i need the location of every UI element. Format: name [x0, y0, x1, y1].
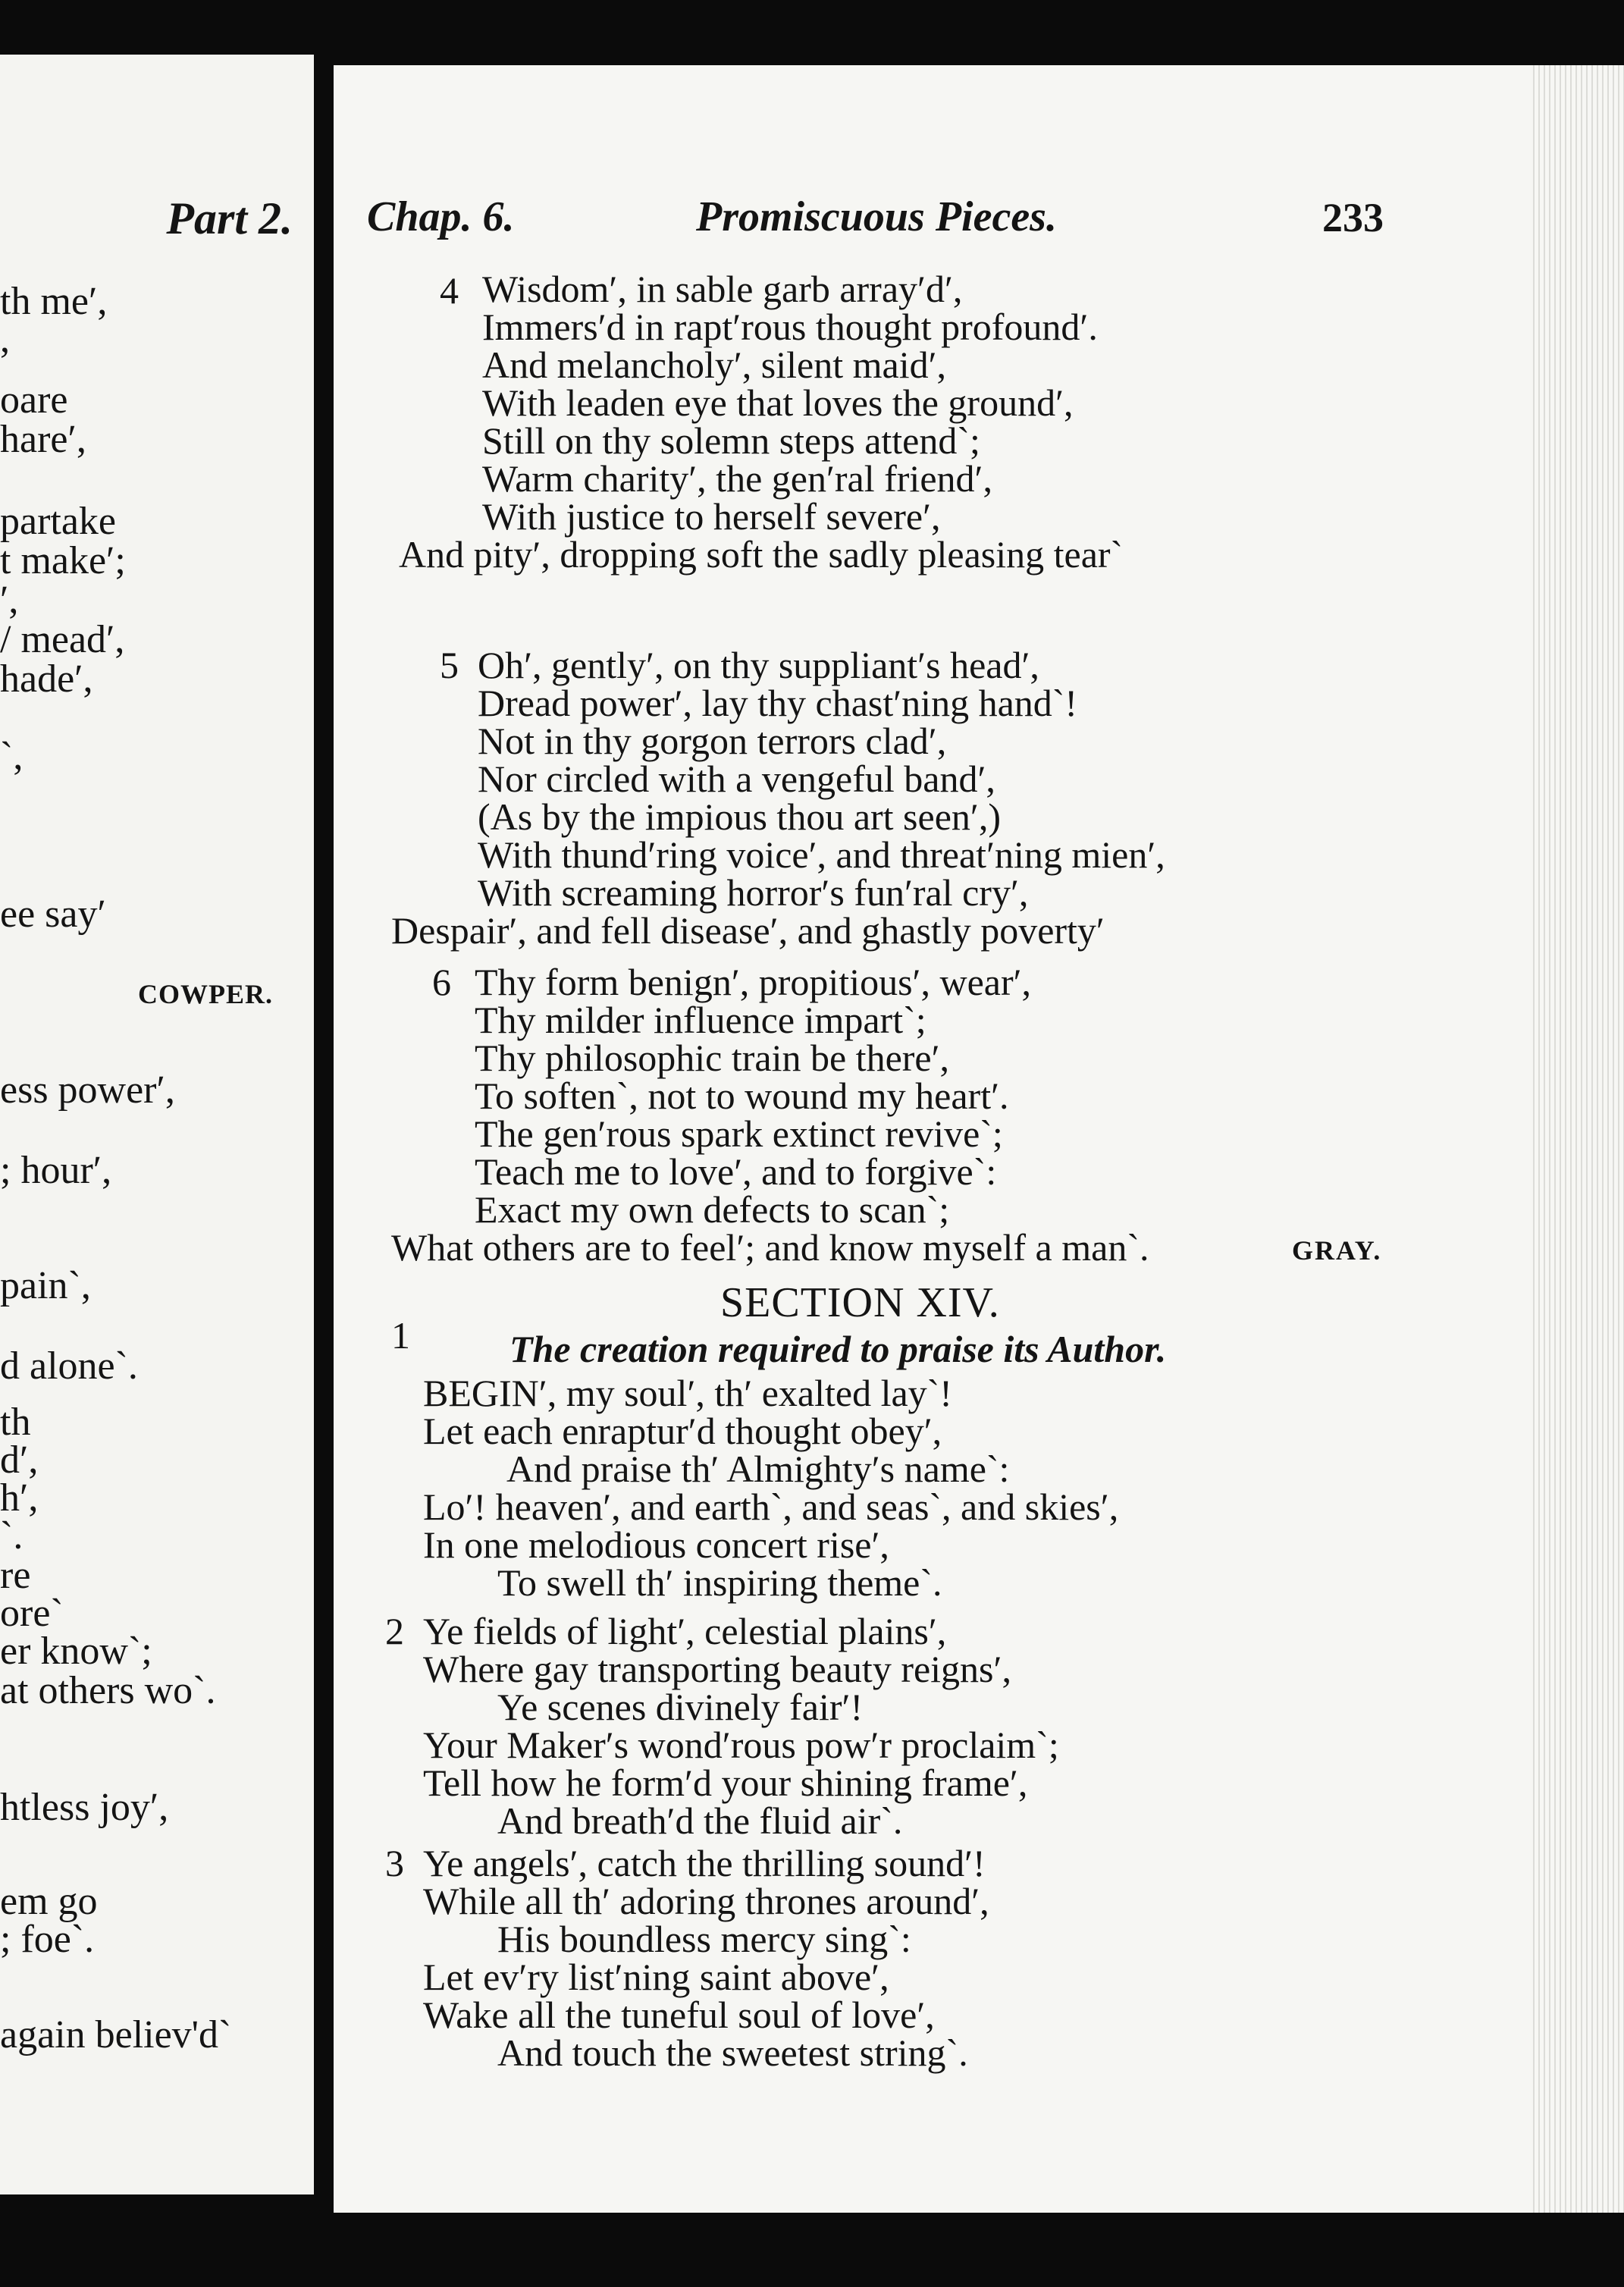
poem-line: And pity′, dropping soft the sadly pleasing tear` [399, 533, 1124, 576]
left-fragment: hare′, [0, 418, 86, 461]
left-fragment: at others wo`. [0, 1669, 216, 1712]
left-page-attribution: COWPER. [138, 979, 273, 1009]
poem-line: Ye angels′, catch the thrilling sound′! [423, 1842, 986, 1884]
running-title: Promiscuous Pieces. [696, 193, 1057, 240]
poem-line: With justice to herself severe′, [482, 495, 941, 538]
left-fragment: ess power′, [0, 1068, 175, 1112]
poem-line: What others are to feel′; and know myself a man`. [391, 1226, 1149, 1269]
poem-line: While all th′ adoring thrones around′, [423, 1880, 989, 1922]
poem-line: To swell th′ inspiring theme`. [497, 1561, 942, 1604]
poem-line: Lo′! heaven′, and earth`, and seas`, and skies′, [423, 1485, 1119, 1528]
poem-line: Still on thy solemn steps attend`; [482, 419, 980, 462]
poem-line: And breath′d the fluid air`. [497, 1799, 903, 1842]
poem-line: Where gay transporting beauty reigns′, [423, 1648, 1011, 1690]
poem-line: Your Maker′s wond′rous pow′r proclaim`; [423, 1724, 1059, 1766]
stanza-number: 3 [385, 1842, 404, 1884]
poem-line: Wake all the tuneful soul of love′, [423, 1994, 935, 2036]
left-fragment: ′, [0, 579, 19, 622]
left-fragment: t make′; [0, 539, 126, 582]
left-fragment: ; foe`. [0, 1918, 95, 1961]
stanza-number: 6 [432, 961, 451, 1003]
left-fragment: ; hour′, [0, 1149, 112, 1192]
left-fragment: ee say′ [0, 893, 106, 936]
right-page [334, 65, 1624, 2213]
left-fragment: / mead′, [0, 618, 125, 661]
stanza-number: 5 [440, 644, 459, 686]
poem-line: Despair′, and fell disease′, and ghastly poverty′ [391, 909, 1105, 952]
poem-line: BEGIN′, my soul′, th′ exalted lay`! [423, 1372, 952, 1414]
poem-line: In one melodious concert rise′, [423, 1523, 889, 1566]
stanza-number: 1 [391, 1314, 410, 1357]
section-heading: SECTION XIV. [720, 1279, 1000, 1326]
left-fragment: th [0, 1401, 31, 1444]
left-page-header: Part 2. [166, 193, 293, 243]
left-fragment: `. [0, 1514, 24, 1558]
left-fragment: partake [0, 500, 117, 543]
page-edges [1533, 65, 1624, 2213]
poem-line: Let ev′ry list′ning saint above′, [423, 1956, 889, 1998]
poem-line: Tell how he form′d your shining frame′, [423, 1762, 1028, 1804]
poem-line: Exact my own defects to scan`; [475, 1188, 950, 1231]
poem-line: Let each enraptur′d thought obey′, [423, 1410, 942, 1452]
left-fragment: d′, [0, 1438, 39, 1482]
left-page [0, 55, 314, 2194]
running-head [334, 65, 1624, 240]
left-fragment: oare [0, 378, 68, 422]
poem-line: Nor circled with a vengeful band′, [478, 758, 995, 800]
left-fragment: d alone`. [0, 1344, 138, 1388]
section-subtitle: The creation required to praise its Author. [509, 1328, 1167, 1370]
poem-line: Thy milder influence impart`; [475, 999, 926, 1041]
poem-line: And touch the sweetest string`. [497, 2031, 968, 2074]
left-fragment: em go [0, 1880, 98, 1923]
left-fragment: `, [0, 735, 24, 778]
left-fragment: again believ'd` [0, 2013, 232, 2056]
poem-line: The gen′rous spark extinct revive`; [475, 1112, 1003, 1155]
poem-line: Wisdom′, in sable garb array′d′, [482, 268, 963, 310]
poem-line: Thy philosophic train be there′, [475, 1037, 950, 1079]
stanza-number: 2 [385, 1610, 404, 1652]
poem-line: Ye scenes divinely fair′! [497, 1686, 864, 1728]
poem-line: With leaden eye that loves the ground′, [482, 381, 1074, 424]
poem-line: And praise th′ Almighty′s name`: [506, 1448, 1010, 1490]
poem-line: Oh′, gently′, on thy suppliant′s head′, [478, 644, 1039, 686]
poem-line: Dread power′, lay thy chast′ning hand`! [478, 682, 1078, 724]
page-number: 233 [1322, 195, 1384, 240]
chapter-label: Chap. 6. [367, 193, 515, 240]
poem-line: Immers′d in rapt′rous thought profound′. [482, 306, 1098, 348]
poem-line: His boundless mercy sing`: [497, 1918, 911, 1960]
left-fragment: pain`, [0, 1264, 91, 1307]
poem-line: Ye fields of light′, celestial plains′, [423, 1610, 947, 1652]
poem-line: And melancholy′, silent maid′, [482, 344, 947, 386]
poem-line: Thy form benign′, propitious′, wear′, [475, 961, 1032, 1003]
poem-line: With screaming horror′s fun′ral cry′, [478, 871, 1029, 914]
author-attribution: GRAY. [1292, 1235, 1382, 1266]
left-fragment: h′, [0, 1476, 39, 1520]
left-fragment: hade′, [0, 657, 93, 701]
poem-line: Warm charity′, the gen′ral friend′, [482, 457, 992, 500]
poem-line: Not in thy gorgon terrors clad′, [478, 720, 947, 762]
left-fragment: th me′, [0, 280, 108, 323]
poem-line: (As by the impious thou art seen′,) [478, 795, 1001, 838]
left-fragment: htless joy′, [0, 1786, 169, 1829]
left-fragment: ore` [0, 1592, 64, 1635]
left-fragment: er know`; [0, 1630, 152, 1673]
poem-line: To soften`, not to wound my heart′. [475, 1074, 1009, 1117]
poem-line: With thund′ring voice′, and threat′ning mien′, [478, 833, 1165, 876]
left-fragment: , [0, 318, 10, 361]
left-fragment: re [0, 1554, 31, 1597]
stanza-number: 4 [440, 269, 459, 312]
poem-line: Teach me to love′, and to forgive`: [475, 1150, 997, 1193]
